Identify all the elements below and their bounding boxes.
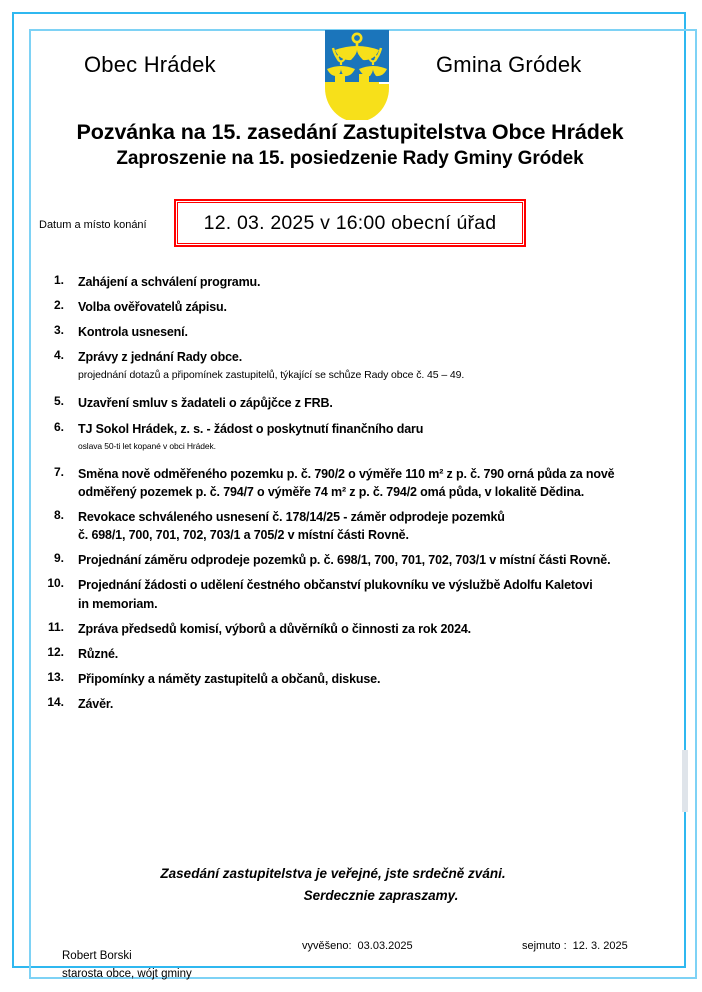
posted-date-value: 03.03.2025: [357, 940, 413, 952]
agenda-item-subtext: projednání dotazů a připomínek zastupitelů, týkající se schůze Rady obce č. 45 – 49.: [78, 368, 465, 381]
agenda-item-number: 11.: [47, 619, 64, 634]
agenda-item-number: 2.: [53, 298, 64, 313]
agenda-item-text: Uzavření smluv s žadateli o zápůjčce z FRB.: [78, 396, 333, 411]
page-title-cz: Pozvánka na 15. zasedání Zastupitelstva Obce Hrádek: [76, 120, 624, 144]
removed-date-label: sejmuto :: [522, 940, 567, 952]
page-title-pl: Zaproszenie na 15. posiedzenie Rady Gminy Gródek: [116, 148, 584, 170]
agenda-item: [30, 465, 678, 501]
agenda-item-text: Směna nově odměřeného pozemku p. č. 790/2 o výměře 110 m² z p. č. 790 orná půda za nově: [78, 466, 615, 481]
document-sheet: [22, 18, 678, 980]
agenda-item: [30, 670, 678, 688]
agenda-item: [30, 508, 678, 544]
scrollbar-thumb[interactable]: [682, 750, 688, 812]
agenda-item-text: Zahájení a schválení programu.: [78, 275, 261, 290]
agenda-item-number: 10.: [47, 576, 64, 591]
agenda-item-number: 5.: [53, 394, 64, 409]
agenda-item-number: 1.: [53, 273, 64, 288]
agenda-item: [30, 576, 678, 612]
removed-date-group: [522, 940, 628, 952]
agenda-item: [30, 420, 678, 454]
agenda-item-text: in memoriam.: [78, 596, 158, 611]
agenda-item-number: 7.: [53, 464, 64, 479]
posted-date-label: vyvěšeno:: [302, 940, 352, 952]
agenda-item: [30, 695, 678, 713]
agenda-item: [30, 645, 678, 663]
closing-line-cz: Zasedání zastupitelstva je veřejné, jste srdečně zváni.: [160, 866, 506, 882]
agenda-item-number: 14.: [47, 695, 64, 710]
meeting-datetime-box-inner: [177, 202, 523, 244]
meeting-datetime-row: [22, 195, 678, 257]
municipality-name-cz: Obec Hrádek: [84, 52, 216, 77]
removed-date-value: 12. 3. 2025: [572, 940, 628, 952]
agenda-item: [30, 273, 678, 291]
agenda-item-number: 4.: [53, 348, 64, 363]
agenda-item-text: Kontrola usnesení.: [78, 325, 188, 340]
agenda-list: [22, 273, 678, 713]
signatory-name: Robert Borski: [62, 950, 132, 963]
agenda-item-text: Projednání záměru odprodeje pozemků p. č. 698/1, 700, 701, 702, 703/1 v místní části Rovně.: [78, 553, 611, 568]
agenda-item: [30, 323, 678, 341]
agenda-item-number: 8.: [53, 508, 64, 523]
agenda-item-number: 12.: [47, 644, 64, 659]
meeting-datetime-label: Datum a místo konání: [39, 219, 147, 232]
coat-of-arms-icon: [315, 28, 399, 120]
title-block: [22, 120, 678, 171]
agenda-item-text: Revokace schváleného usnesení č. 178/14/25 - záměr odprodeje pozemků: [78, 510, 505, 525]
agenda-item-number: 13.: [47, 669, 64, 684]
agenda-item-text: Volba ověřovatelů zápisu.: [78, 300, 227, 315]
agenda-item-text: Připomínky a náměty zastupitelů a občanů, diskuse.: [78, 671, 381, 686]
agenda-item-number: 3.: [53, 323, 64, 338]
agenda-item-text: Závěr.: [78, 697, 114, 712]
agenda-item: [30, 551, 678, 569]
meeting-datetime-value: 12. 03. 2025 v 16:00 obecní úřad: [203, 211, 497, 234]
document-header: [22, 18, 678, 114]
posted-date-group: [302, 940, 413, 952]
agenda-item: [30, 298, 678, 316]
agenda-item-text: č. 698/1, 700, 701, 702, 703/1 a 705/2 v místní části Rovně.: [78, 528, 409, 543]
agenda-item-text: TJ Sokol Hrádek, z. s. - žádost o poskytnutí finančního daru: [78, 421, 424, 436]
municipality-name-pl: Gmina Gródek: [436, 52, 582, 77]
agenda-item-text: odměřený pozemek p. č. 794/7 o výměře 74 m² z p. č. 794/2 omá půda, v lokalitě Dědina.: [78, 484, 585, 499]
agenda-item-subtext: oslava 50-ti let kopané v obci Hrádek.: [78, 440, 216, 451]
agenda-item: [30, 348, 678, 383]
agenda-item-number: 9.: [53, 551, 64, 566]
agenda-item: [30, 394, 678, 412]
agenda-item-text: Zprávy z jednání Rady obce.: [78, 350, 243, 365]
signatory-role: starosta obce, wójt gminy: [62, 967, 192, 980]
posting-footer: [22, 940, 678, 960]
closing-line-pl: Serdecznie zapraszamy.: [303, 887, 459, 903]
closing-block: [22, 863, 678, 906]
agenda-item-number: 6.: [53, 419, 64, 434]
agenda-item-text: Zpráva předsedů komisí, výborů a důvěrníků o činnosti za rok 2024.: [78, 621, 472, 636]
agenda-item-text: Projednání žádosti o udělení čestného občanství plukovníku ve výslužbě Adolfu Kaletovi: [78, 578, 593, 593]
agenda-item-text: Různé.: [78, 646, 119, 661]
meeting-datetime-box: [174, 199, 526, 247]
agenda-item: [30, 620, 678, 638]
